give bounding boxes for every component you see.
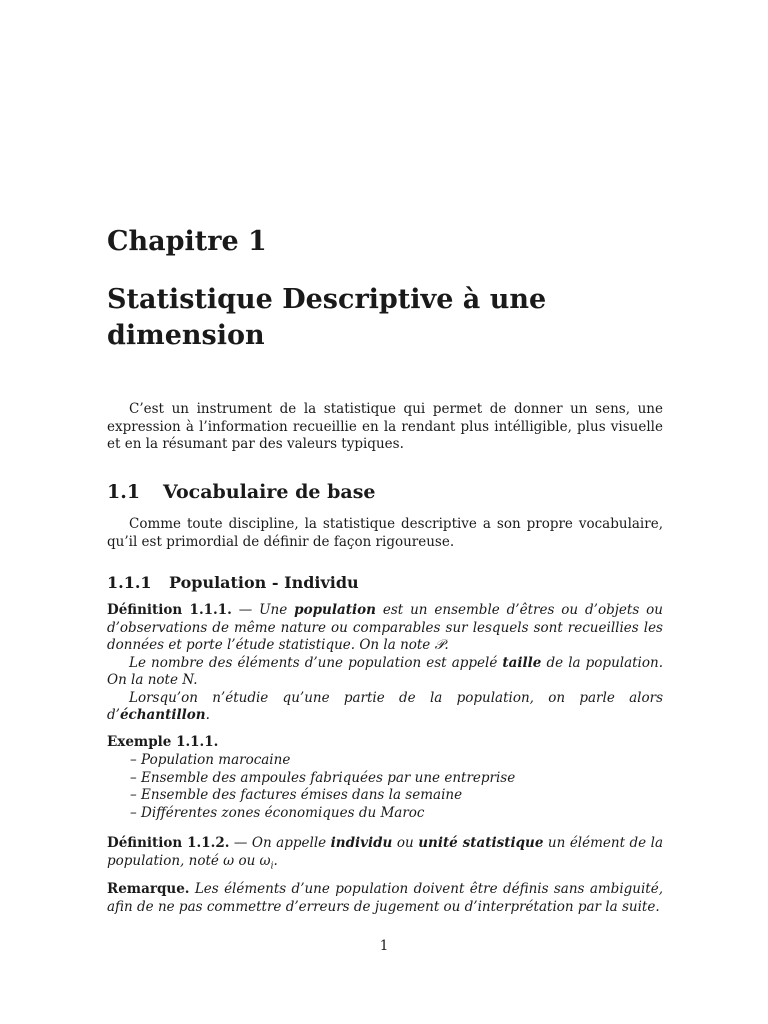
subsection-title: Population - Individu bbox=[169, 573, 359, 592]
term-unite-statistique: unité statistique bbox=[418, 835, 544, 851]
section-number: 1.1 bbox=[107, 481, 141, 503]
remark-text: Les éléments d’une population doivent être définis sans ambiguité, afin de ne pas commettre d’erreurs de jugement ou d’interprétation par la suite. bbox=[107, 881, 663, 915]
term-population: population bbox=[294, 602, 376, 618]
term-taille: taille bbox=[502, 654, 542, 671]
def1-text: est un ensemble d’êtres ou d’objets ou d’observations de même nature ou comparables sur lesquels sont recueillies les données et porte l’étude statistique. On la note 𝒫. bbox=[107, 602, 663, 653]
page-number: 1 bbox=[379, 938, 389, 954]
definition-1 bbox=[107, 602, 663, 725]
definition-1-para-2 bbox=[107, 655, 663, 690]
definition-1-para-3 bbox=[107, 690, 663, 725]
term-individu: individu bbox=[330, 835, 393, 851]
intro-paragraph: C’est un instrument de la statistique qui permet de donner un sens, une expression à l’information recueillie en la rendant plus intélligible, plus visuelle et en la résumant par des valeurs typiques. bbox=[107, 401, 663, 452]
definition-1-dash: — bbox=[231, 602, 260, 618]
section-heading bbox=[107, 480, 663, 504]
definition-2 bbox=[107, 835, 663, 876]
remark bbox=[107, 881, 663, 916]
def1-text: de la population. On la note N. bbox=[107, 654, 663, 688]
definition-2-dash: — bbox=[229, 835, 252, 851]
subsection-heading bbox=[107, 573, 663, 593]
definition-2-label: Définition 1.1.2. bbox=[107, 835, 230, 851]
definition-1-para-1 bbox=[107, 602, 663, 655]
chapter-title: Statistique Descriptive à une dimension bbox=[107, 284, 547, 351]
term-echantillon: échantillon bbox=[119, 707, 206, 723]
def1-text: Le nombre des éléments d’une population est appelé bbox=[129, 654, 503, 671]
section-title: Vocabulaire de base bbox=[163, 481, 376, 503]
example-list bbox=[130, 752, 515, 822]
example-label: Exemple 1.1.1. bbox=[107, 734, 219, 750]
def2-text: ou bbox=[392, 835, 419, 851]
def1-text: . bbox=[205, 707, 210, 723]
list-item: – Population marocaine bbox=[130, 752, 515, 770]
chapter-label: Chapitre 1 bbox=[107, 226, 267, 257]
list-item: – Différentes zones économiques du Maroc bbox=[130, 805, 515, 823]
def2-text: . bbox=[273, 852, 278, 869]
list-item: – Ensemble des ampoules fabriquées par une entreprise bbox=[130, 770, 515, 788]
remark-label: Remarque. bbox=[107, 881, 190, 897]
definition-1-label: Définition 1.1.1. bbox=[107, 602, 232, 618]
def2-text: un élément de la population, noté ω ou ω bbox=[107, 835, 664, 869]
section-paragraph: Comme toute discipline, la statistique descriptive a son propre vocabulaire, qu’il est primordial de définir de façon rigoureuse. bbox=[107, 516, 663, 550]
def2-text: On appelle bbox=[251, 835, 331, 851]
subsection-number: 1.1.1 bbox=[107, 573, 152, 592]
list-item: – Ensemble des factures émises dans la semaine bbox=[130, 787, 515, 805]
def2-subscript: i bbox=[270, 861, 274, 872]
def1-text: Une bbox=[259, 602, 295, 618]
def1-text: Lorsqu’on n’étudie qu’une partie de la population, on parle alors d’ bbox=[107, 689, 663, 723]
